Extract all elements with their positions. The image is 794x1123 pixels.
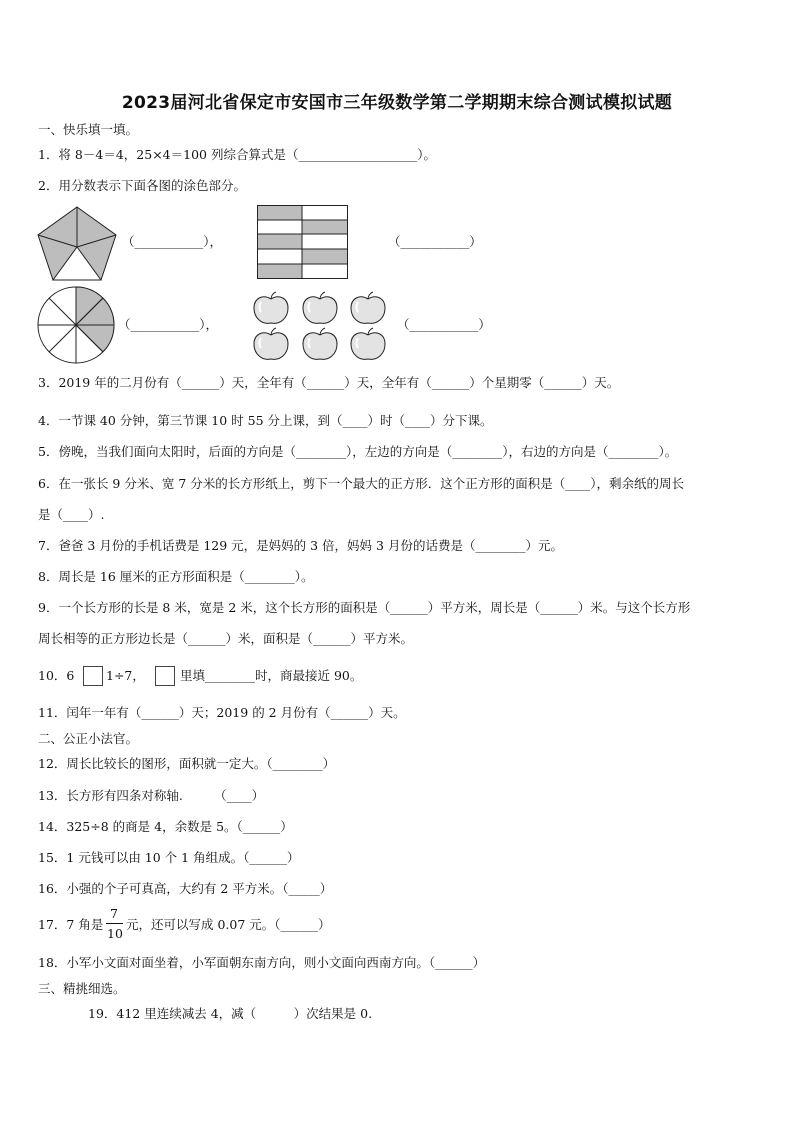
- grid-figure: [257, 205, 348, 279]
- question-2: 2．用分数表示下面各图的涂色部分。: [38, 178, 246, 193]
- pentagon-figure: [36, 205, 118, 281]
- q2-answer-circle[interactable]: （___________），: [118, 317, 219, 332]
- question-17-prefix: 17．7 角是: [38, 917, 104, 932]
- question-11: 11．闰年一年有（______）天；2019 的 2 月份有（______）天。: [38, 705, 406, 720]
- question-18: 18．小军小文面对面坐着，小军面朝东南方向，则小文面向西南方向。（______）: [38, 955, 486, 970]
- q2-answer-apples[interactable]: （___________）: [397, 317, 491, 332]
- fraction-numerator: 7: [110, 906, 118, 921]
- question-5: 5．傍晚，当我们面向太阳时，后面的方向是（________），左边的方向是（________），右边的方向是（________）。: [38, 444, 678, 459]
- question-14: 14．325÷8 的商是 4，余数是 5。（______）: [38, 819, 293, 834]
- question-9-line-2: 周长相等的正方形边长是（______）米，面积是（______）平方米。: [38, 631, 414, 646]
- question-1: 1．将 8－4＝4，25×4＝100 列综合算式是（___________________）。: [38, 147, 436, 162]
- section-1-heading: 一、快乐填一填。: [38, 122, 139, 137]
- q2-answer-pentagon[interactable]: （___________），: [122, 234, 223, 249]
- question-3: 3．2019 年的二月份有（______）天，全年有（______）天，全年有（______）个星期零（______）天。: [38, 375, 620, 390]
- section-2-heading: 二、公正小法官。: [38, 731, 139, 746]
- question-9-line-1: 9．一个长方形的长是 8 米，宽是 2 米，这个长方形的面积是（______）平方米，周长是（______）米。与这个长方形: [38, 600, 691, 615]
- fraction-denominator: 10: [107, 926, 123, 941]
- question-15: 15．1 元钱可以由 10 个 1 角组成。（______）: [38, 850, 300, 865]
- page-title: 2023届河北省保定市安国市三年级数学第二学期期末综合测试模拟试题: [121, 93, 673, 113]
- question-16: 16．小强的个子可真高，大约有 2 平方米。（_____）: [38, 881, 333, 896]
- q2-answer-grid[interactable]: （___________）: [388, 234, 482, 249]
- question-8: 8．周长是 16 厘米的正方形面积是（________）。: [38, 569, 314, 584]
- question-6-line-2: 是（____）.: [38, 507, 105, 522]
- question-13: 13．长方形有四条对称轴. （____）: [38, 788, 265, 803]
- question-6-line-1: 6．在一张长 9 分米、宽 7 分米的长方形纸上，剪下一个最大的正方形．这个正方形的面积是（____），剩余纸的周长: [38, 476, 685, 491]
- question-12: 12．周长比较长的图形，面积就一定大。（________）: [38, 756, 336, 771]
- fraction-bar: [106, 923, 123, 924]
- question-19: 19．412 里连续减去 4，减（ ）次结果是 0.: [88, 1006, 373, 1021]
- question-17-suffix: 元，还可以写成 0.07 元。（______）: [126, 917, 331, 932]
- question-10-division: 1÷7，: [106, 668, 145, 683]
- question-10-end: 里填________时，商最接近 90。: [180, 668, 363, 683]
- question-10-number: 10．6: [38, 668, 75, 683]
- q10-digit-box-1[interactable]: [83, 666, 103, 686]
- q10-digit-box-2[interactable]: [155, 666, 175, 686]
- question-4: 4．一节课 40 分钟，第三节课 10 时 55 分上课，到（____）时（____）分下课。: [38, 413, 493, 428]
- circle-figure: [37, 286, 115, 364]
- apples-figure: [252, 290, 388, 362]
- section-3-heading: 三、精挑细选。: [38, 981, 126, 996]
- question-7: 7．爸爸 3 月份的手机话费是 129 元，是妈妈的 3 倍，妈妈 3 月份的话费是（________）元。: [38, 538, 563, 553]
